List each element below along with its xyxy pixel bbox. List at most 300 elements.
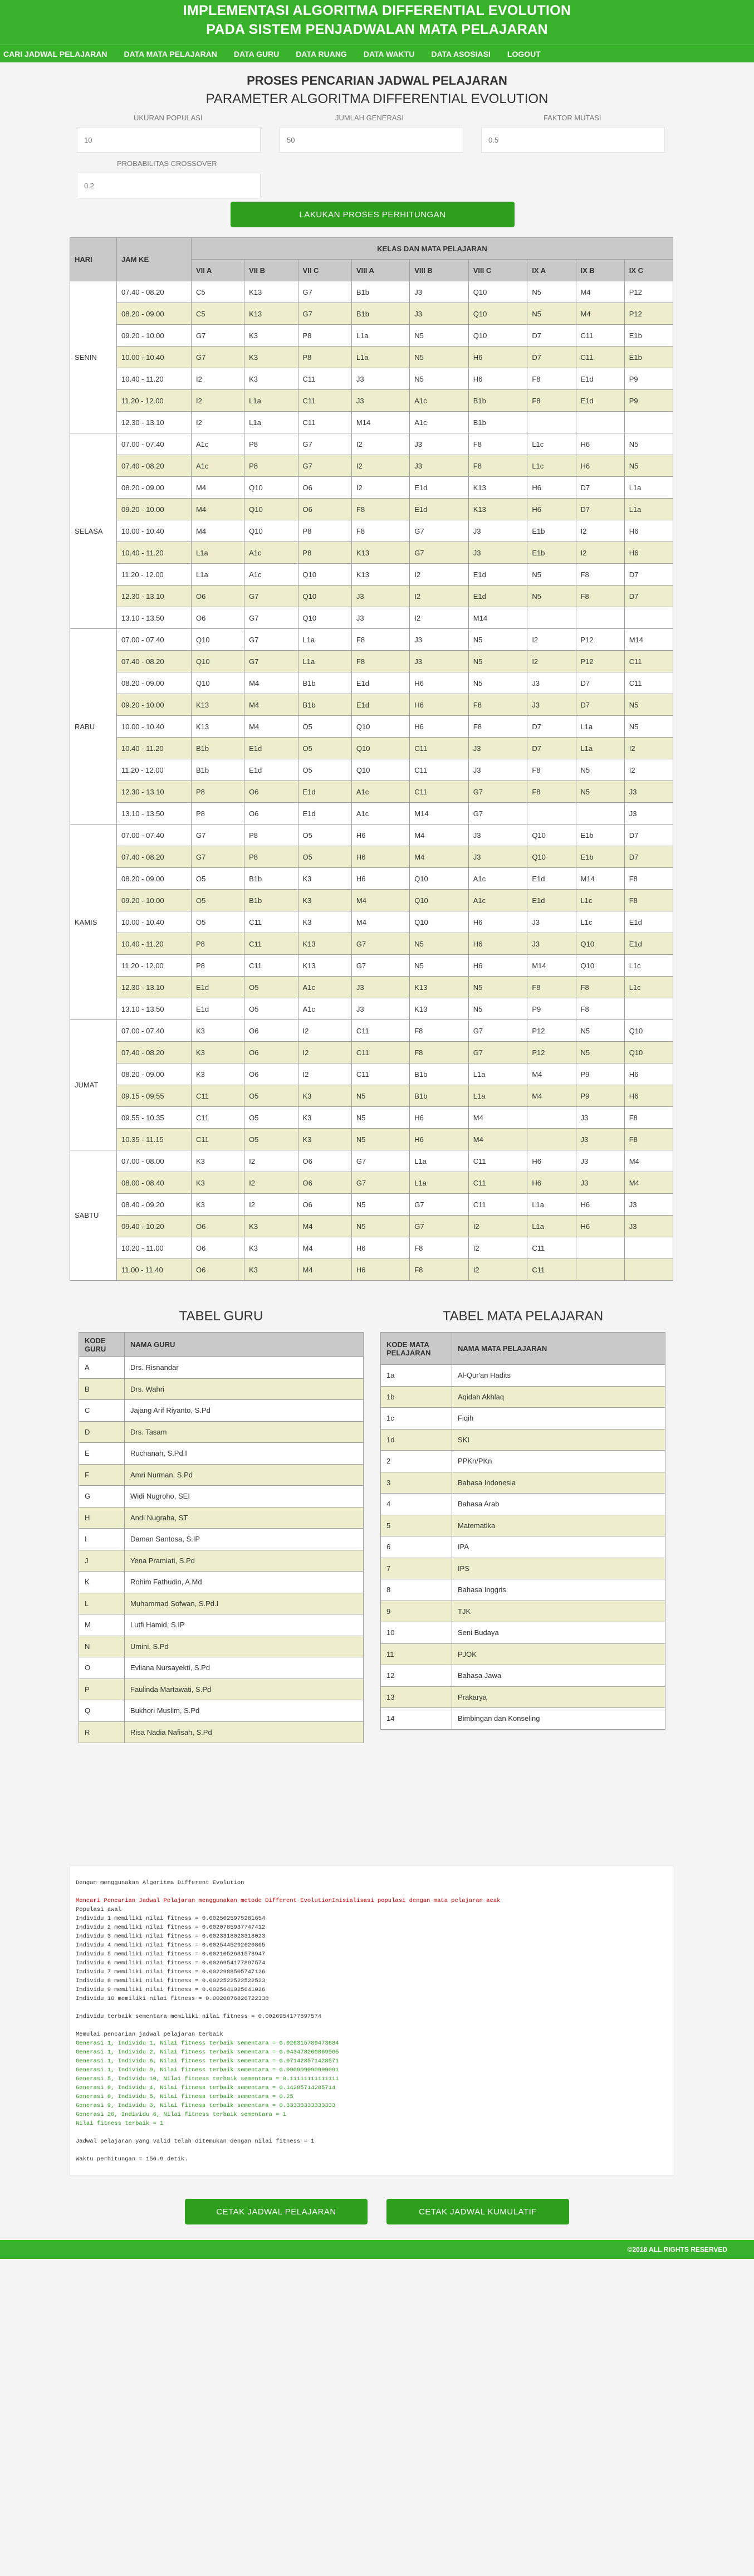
process-title: PROSES PENCARIAN JADWAL PELAJARAN	[247, 74, 507, 87]
print-buttons	[0, 2199, 754, 2224]
subject-cell: F8	[527, 390, 576, 412]
time-cell: 10.40 - 11.20	[117, 933, 192, 955]
subject-cell: M4	[192, 520, 244, 542]
subject-cell: F8	[410, 1042, 469, 1063]
subject-cell: F8	[576, 564, 624, 586]
subject-cell: Q10	[298, 564, 351, 586]
guru-code: B	[79, 1378, 125, 1400]
subject-cell: N5	[527, 586, 576, 607]
guru-code: R	[79, 1721, 125, 1743]
time-cell: 10.00 - 10.40	[117, 520, 192, 542]
day-cell: RABU	[70, 629, 117, 824]
subject-cell: I2	[468, 1216, 527, 1237]
subject-cell: M14	[624, 629, 673, 651]
subject-cell: C11	[410, 759, 469, 781]
nav-logout[interactable]: LOGOUT	[507, 49, 541, 58]
mapel-code: 7	[381, 1558, 452, 1579]
subject-cell: H6	[576, 433, 624, 455]
schedule-row	[70, 347, 673, 368]
guru-name: Widi Nugroho, SEI	[125, 1486, 364, 1507]
subject-cell: L1a	[298, 651, 351, 672]
subject-cell: J3	[468, 759, 527, 781]
subject-cell: H6	[351, 1259, 409, 1281]
log-line: Generasi 8, Individu 4, Nilai fitness terbaik sementara = 0.14285714285714	[76, 2085, 336, 2091]
subject-cell: E1d	[244, 759, 298, 781]
subject-cell: G7	[298, 281, 351, 303]
pop-input[interactable]	[77, 127, 261, 153]
time-cell: 10.00 - 10.40	[117, 347, 192, 368]
log-line: Nilai fitness terbaik = 1	[76, 2120, 164, 2127]
mapel-name: Bahasa Arab	[452, 1494, 665, 1515]
schedule-row	[70, 911, 673, 933]
subject-cell: J3	[576, 1129, 624, 1150]
subject-cell: G7	[351, 955, 409, 977]
print-cumulative-button[interactable]: CETAK JADWAL KUMULATIF	[386, 2199, 569, 2224]
subject-cell: P9	[576, 1085, 624, 1107]
run-button[interactable]: LAKUKAN PROSES PERHITUNGAN	[231, 202, 515, 227]
subject-cell: J3	[351, 977, 409, 998]
time-cell: 10.35 - 11.15	[117, 1129, 192, 1150]
subject-cell: E1d	[576, 390, 624, 412]
subject-cell: L1c	[624, 955, 673, 977]
guru-row	[79, 1357, 364, 1379]
subject-cell: H6	[468, 347, 527, 368]
subject-cell: L1a	[468, 1063, 527, 1085]
schedule-row	[70, 672, 673, 694]
subject-cell: N5	[410, 347, 469, 368]
subject-cell: F8	[468, 716, 527, 738]
subject-cell: G7	[298, 303, 351, 325]
subject-cell: I2	[351, 455, 409, 477]
mapel-row	[381, 1429, 665, 1451]
subject-cell: N5	[468, 998, 527, 1020]
subject-cell: H6	[624, 1085, 673, 1107]
mapel-code: 14	[381, 1708, 452, 1730]
cr-input[interactable]	[77, 173, 261, 198]
col-kelas: VII B	[244, 260, 298, 281]
time-cell: 08.20 - 09.00	[117, 868, 192, 890]
subject-cell: H6	[468, 955, 527, 977]
nav-data-ruang[interactable]: DATA RUANG	[296, 49, 347, 58]
log-line: Individu 3 memiliki nilai fitness = 0.0023318023318023	[76, 1933, 266, 1940]
subject-cell: E1d	[192, 998, 244, 1020]
subject-cell: G7	[244, 607, 298, 629]
mapel-row	[381, 1643, 665, 1665]
subject-cell: Q10	[244, 520, 298, 542]
subject-cell: O5	[298, 716, 351, 738]
subject-cell: H6	[410, 1107, 469, 1129]
subject-cell: C11	[576, 325, 624, 347]
subject-cell: M4	[410, 824, 469, 846]
subject-cell: H6	[624, 1063, 673, 1085]
mapel-section	[380, 1309, 665, 1730]
subject-cell: E1d	[351, 694, 409, 716]
subject-cell: O6	[244, 1042, 298, 1063]
subject-cell: C11	[468, 1172, 527, 1194]
log-search-start: Memulai pencarian jadwal pelajaran terbaik	[76, 2031, 223, 2038]
pop-label: UKURAN POPULASI	[134, 114, 203, 122]
guru-name: Andi Nugraha, ST	[125, 1507, 364, 1529]
mapel-name: Matematika	[452, 1515, 665, 1536]
guru-table	[79, 1332, 364, 1743]
subject-cell: Q10	[468, 303, 527, 325]
subject-cell: P9	[527, 998, 576, 1020]
subject-cell: O5	[192, 911, 244, 933]
subject-cell: A1c	[468, 868, 527, 890]
subject-cell: N5	[410, 325, 469, 347]
mapel-code: 12	[381, 1665, 452, 1687]
mapel-row	[381, 1494, 665, 1515]
subject-cell: N5	[576, 1042, 624, 1063]
guru-code: O	[79, 1657, 125, 1679]
schedule-row	[70, 890, 673, 911]
time-cell: 11.20 - 12.00	[117, 759, 192, 781]
subject-cell: E1d	[351, 672, 409, 694]
subject-cell: I2	[410, 586, 469, 607]
subject-cell: Q10	[468, 325, 527, 347]
subject-cell: E1d	[298, 781, 351, 803]
nav-cari-jadwal[interactable]: CARI JADWAL PELAJARAN	[3, 49, 107, 58]
subject-cell: O5	[298, 824, 351, 846]
subject-cell: C5	[192, 303, 244, 325]
nav-data-mata-pelajaran[interactable]: DATA MATA PELAJARAN	[124, 49, 217, 58]
guru-code: P	[79, 1679, 125, 1700]
subject-cell: E1d	[192, 977, 244, 998]
subject-cell: F8	[351, 651, 409, 672]
schedule-row	[70, 781, 673, 803]
subject-cell: J3	[624, 781, 673, 803]
guru-code: F	[79, 1464, 125, 1486]
subject-cell: J3	[351, 607, 409, 629]
time-cell: 12.30 - 13.10	[117, 586, 192, 607]
gen-label: JUMLAH GENERASI	[335, 114, 404, 122]
log-line: Generasi 9, Individu 3, Nilai fitness terbaik sementara = 0.33333333333333	[76, 2102, 336, 2109]
subject-cell: F8	[527, 781, 576, 803]
subject-cell: I2	[468, 1259, 527, 1281]
subject-cell: M4	[192, 499, 244, 520]
subject-cell: K13	[298, 933, 351, 955]
subject-cell: N5	[351, 1216, 409, 1237]
subject-cell: Q10	[244, 499, 298, 520]
mapel-row	[381, 1408, 665, 1430]
subject-cell: K13	[468, 499, 527, 520]
subject-cell: I2	[244, 1150, 298, 1172]
subject-cell: K3	[244, 1259, 298, 1281]
time-cell: 08.00 - 08.40	[117, 1172, 192, 1194]
time-cell: 13.10 - 13.50	[117, 803, 192, 824]
subject-cell: P12	[576, 629, 624, 651]
subject-cell: Q10	[410, 868, 469, 890]
app-title-line2: PADA SISTEM PENJADWALAN MATA PELAJARAN	[206, 22, 548, 37]
subject-cell: P9	[624, 368, 673, 390]
schedule-row	[70, 542, 673, 564]
subject-cell: N5	[351, 1194, 409, 1216]
schedule-row	[70, 433, 673, 455]
subject-cell: E1b	[624, 325, 673, 347]
subject-cell: D7	[576, 672, 624, 694]
subject-cell: O5	[244, 1107, 298, 1129]
mut-input[interactable]	[481, 127, 665, 153]
subject-cell: G7	[192, 824, 244, 846]
subject-cell: O6	[244, 1063, 298, 1085]
subject-cell: Q10	[527, 824, 576, 846]
subject-cell: D7	[527, 325, 576, 347]
subject-cell: H6	[351, 868, 409, 890]
nav-data-asosiasi[interactable]: DATA ASOSIASI	[431, 49, 491, 58]
nav-data-guru[interactable]: DATA GURU	[233, 49, 280, 58]
schedule-row	[70, 1194, 673, 1216]
subject-cell: O6	[298, 477, 351, 499]
subject-cell: N5	[576, 781, 624, 803]
subject-cell: K3	[298, 868, 351, 890]
guru-code: K	[79, 1572, 125, 1593]
subject-cell: L1a	[576, 738, 624, 759]
print-schedule-button[interactable]: CETAK JADWAL PELAJARAN	[185, 2199, 368, 2224]
subject-cell: G7	[244, 586, 298, 607]
subject-cell: E1b	[576, 824, 624, 846]
subject-cell: J3	[576, 1107, 624, 1129]
page-header	[0, 0, 754, 45]
log-line: Individu 4 memiliki nilai fitness = 0.0025445292620865	[76, 1942, 266, 1949]
schedule-row	[70, 390, 673, 412]
subject-cell: K13	[410, 998, 469, 1020]
subject-cell: H6	[468, 933, 527, 955]
subject-cell: P8	[192, 933, 244, 955]
subject-cell: E1d	[624, 911, 673, 933]
schedule-row	[70, 303, 673, 325]
subject-cell: M4	[351, 911, 409, 933]
subject-cell: P8	[192, 781, 244, 803]
log-line: Individu 10 memiliki nilai fitness = 0.0020876826722338	[76, 1996, 269, 2002]
schedule-row	[70, 803, 673, 824]
time-cell: 08.20 - 09.00	[117, 477, 192, 499]
subject-cell: J3	[410, 455, 469, 477]
schedule-row	[70, 281, 673, 303]
time-cell: 09.15 - 09.55	[117, 1085, 192, 1107]
mapel-name: Fiqih	[452, 1408, 665, 1430]
log-generations	[76, 2039, 667, 2128]
guru-name: Faulinda Martawati, S.Pd	[125, 1679, 364, 1700]
schedule-row	[70, 368, 673, 390]
guru-name: Lutfi Hamid, S.IP	[125, 1614, 364, 1636]
subject-cell: I2	[351, 433, 409, 455]
mapel-name: Aqidah Akhlaq	[452, 1386, 665, 1408]
subject-cell: N5	[351, 1085, 409, 1107]
subject-cell: I2	[410, 564, 469, 586]
subject-cell: L1c	[576, 890, 624, 911]
subject-cell: G7	[351, 933, 409, 955]
subject-cell: L1a	[192, 542, 244, 564]
subject-cell: G7	[298, 455, 351, 477]
schedule-row	[70, 977, 673, 998]
subject-cell: O6	[298, 1194, 351, 1216]
subject-cell: F8	[576, 977, 624, 998]
subject-cell: H6	[576, 1194, 624, 1216]
subject-cell: J3	[527, 911, 576, 933]
schedule-row	[70, 1129, 673, 1150]
subject-cell: C11	[576, 347, 624, 368]
subject-cell: J3	[410, 629, 469, 651]
subject-cell: A1c	[244, 564, 298, 586]
subject-cell: G7	[468, 1042, 527, 1063]
subject-cell: G7	[192, 325, 244, 347]
log-line: Generasi 5, Individu 10, Nilai fitness terbaik sementara = 0.11111111111111	[76, 2076, 339, 2082]
subject-cell: O6	[192, 1237, 244, 1259]
subject-cell: N5	[410, 955, 469, 977]
guru-code: J	[79, 1550, 125, 1572]
guru-name: Ruchanah, S.Pd.I	[125, 1443, 364, 1465]
subject-cell: C11	[192, 1085, 244, 1107]
gen-input[interactable]	[280, 127, 463, 153]
schedule-row	[70, 759, 673, 781]
day-cell: SABTU	[70, 1150, 117, 1281]
schedule-row	[70, 520, 673, 542]
time-cell: 13.10 - 13.50	[117, 607, 192, 629]
subject-cell: J3	[410, 303, 469, 325]
subject-cell: P8	[298, 347, 351, 368]
mapel-name: Al-Qur'an Hadits	[452, 1365, 665, 1387]
subject-cell: G7	[410, 520, 469, 542]
subject-cell: F8	[624, 868, 673, 890]
subject-cell: B1b	[298, 694, 351, 716]
subject-cell: G7	[410, 1194, 469, 1216]
subject-cell: K13	[244, 303, 298, 325]
subject-cell	[576, 803, 624, 824]
guru-code: C	[79, 1400, 125, 1422]
subject-cell	[576, 1259, 624, 1281]
subject-cell: C11	[624, 651, 673, 672]
mapel-code: 13	[381, 1686, 452, 1708]
subject-cell: L1c	[624, 977, 673, 998]
guru-row	[79, 1721, 364, 1743]
subject-cell: M14	[527, 955, 576, 977]
subject-cell: L1a	[576, 716, 624, 738]
subject-cell: K3	[298, 911, 351, 933]
schedule-row	[70, 564, 673, 586]
col-kelas: VIII B	[410, 260, 469, 281]
subject-cell	[624, 607, 673, 629]
log-line: Generasi 1, Individu 2, Nilai fitness terbaik sementara = 0.043478260869565	[76, 2049, 339, 2056]
subject-cell: O5	[192, 890, 244, 911]
subject-cell: J3	[351, 368, 409, 390]
subject-cell: P9	[576, 1063, 624, 1085]
time-cell: 11.20 - 12.00	[117, 564, 192, 586]
subject-cell: A1c	[192, 433, 244, 455]
subject-cell: Q10	[624, 1042, 673, 1063]
subject-cell: I2	[192, 368, 244, 390]
subject-cell: E1b	[624, 347, 673, 368]
schedule-row	[70, 477, 673, 499]
subject-cell: F8	[624, 1107, 673, 1129]
time-cell: 10.00 - 10.40	[117, 911, 192, 933]
mapel-code: 5	[381, 1515, 452, 1536]
subject-cell: O6	[244, 1020, 298, 1042]
day-cell: SENIN	[70, 281, 117, 433]
subject-cell: J3	[410, 433, 469, 455]
subject-cell: O6	[244, 781, 298, 803]
subject-cell: A1c	[410, 390, 469, 412]
subject-cell: I2	[527, 629, 576, 651]
subject-cell: E1d	[468, 564, 527, 586]
subject-cell: C5	[192, 281, 244, 303]
main-nav	[0, 45, 754, 62]
log-intro: Dengan menggunakan Algoritma Different Evolution	[76, 1880, 244, 1886]
subject-cell: J3	[576, 1172, 624, 1194]
subject-cell: G7	[410, 1216, 469, 1237]
time-cell: 11.20 - 12.00	[117, 390, 192, 412]
mapel-col-kode: KODE MATA PELAJARAN	[381, 1333, 452, 1365]
subject-cell: L1a	[527, 1216, 576, 1237]
subject-cell: M14	[351, 412, 409, 433]
subject-cell: E1d	[576, 368, 624, 390]
subject-cell: K3	[192, 1063, 244, 1085]
mapel-row	[381, 1622, 665, 1644]
schedule-row	[70, 694, 673, 716]
time-cell: 07.00 - 07.40	[117, 1020, 192, 1042]
subject-cell: C11	[244, 955, 298, 977]
subject-cell: F8	[410, 1259, 469, 1281]
subject-cell: K3	[244, 368, 298, 390]
mapel-name: SKI	[452, 1429, 665, 1451]
col-kelas: IX C	[624, 260, 673, 281]
subject-cell: M4	[624, 1150, 673, 1172]
subject-cell: N5	[468, 651, 527, 672]
schedule-row	[70, 629, 673, 651]
guru-name: Umini, S.Pd	[125, 1636, 364, 1657]
mapel-name: PPKn/PKn	[452, 1451, 665, 1472]
subject-cell: J3	[351, 586, 409, 607]
nav-data-waktu[interactable]: DATA WAKTU	[363, 49, 415, 58]
schedule-row	[70, 1259, 673, 1281]
mapel-name: Seni Budaya	[452, 1622, 665, 1644]
subject-cell: A1c	[351, 781, 409, 803]
subject-cell: F8	[468, 455, 527, 477]
schedule-row	[70, 716, 673, 738]
guru-name: Yena Pramiati, S.Pd	[125, 1550, 364, 1572]
time-cell: 08.20 - 09.00	[117, 303, 192, 325]
log-time: Waktu perhitungan = 156.9 detik.	[76, 2156, 188, 2163]
guru-name: Jajang Arif Riyanto, S.Pd	[125, 1400, 364, 1422]
subject-cell: Q10	[351, 716, 409, 738]
subject-cell: N5	[410, 368, 469, 390]
mapel-name: Bahasa Inggris	[452, 1579, 665, 1601]
subject-cell: H6	[527, 1172, 576, 1194]
subject-cell: J3	[468, 738, 527, 759]
log-line: Generasi 1, Individu 6, Nilai fitness terbaik sementara = 0.071428571428571	[76, 2058, 339, 2065]
subject-cell: D7	[624, 824, 673, 846]
subject-cell: I2	[192, 390, 244, 412]
guru-row	[79, 1679, 364, 1700]
col-kelas: VIII C	[468, 260, 527, 281]
schedule-row	[70, 738, 673, 759]
subject-cell: J3	[527, 933, 576, 955]
subject-cell: D7	[576, 694, 624, 716]
mapel-name: TJK	[452, 1601, 665, 1622]
subject-cell: A1c	[468, 890, 527, 911]
param-form	[0, 107, 754, 218]
subject-cell: K3	[244, 325, 298, 347]
subject-cell: P12	[624, 281, 673, 303]
schedule-row	[70, 455, 673, 477]
subject-cell: C11	[527, 1259, 576, 1281]
subject-cell: K3	[192, 1194, 244, 1216]
schedule-row	[70, 1042, 673, 1063]
subject-cell: Q10	[244, 477, 298, 499]
schedule-row	[70, 933, 673, 955]
time-cell: 11.20 - 12.00	[117, 955, 192, 977]
guru-code: L	[79, 1593, 125, 1614]
subject-cell	[576, 412, 624, 433]
